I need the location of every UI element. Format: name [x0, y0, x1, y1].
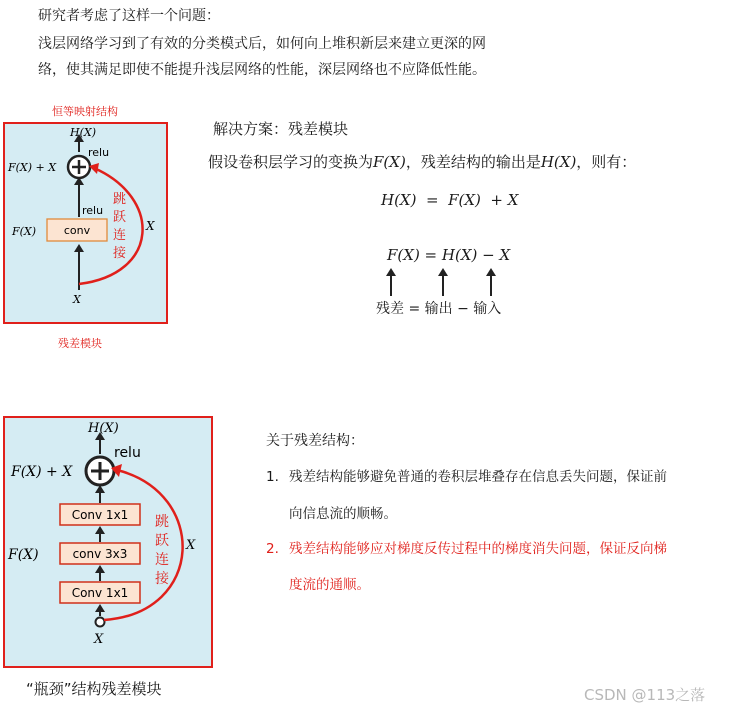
intro-line-3: 络，使其满足即使不能提升浅层网络的性能，深层网络也不应降低性能。: [38, 62, 486, 78]
diagram1-skip-char-1: 跳: [113, 192, 127, 207]
about-item2-num: 2.: [266, 541, 279, 557]
diagram1-bottom-label: 残差模块: [58, 337, 102, 350]
assume-prefix: 假设卷积层学习的变换为: [208, 153, 374, 171]
legend-eq: =: [408, 301, 421, 317]
intro-line-2: 浅层网络学习到了有效的分类模式后，如何向上堆积新层来建立更深的网: [38, 36, 486, 52]
diagram2-relu: relu: [114, 445, 141, 461]
diagram1-sum-label: F(X) + X: [8, 161, 57, 174]
watermark: CSDN @113之落: [584, 686, 706, 704]
diagram1-conv-label: conv: [63, 224, 91, 237]
diagram2-output-label: H(X): [88, 421, 119, 436]
diagram2-skip-char-4: 接: [155, 571, 169, 587]
diagram1-skip-x-label: X: [146, 219, 155, 233]
diagram1-relu-mid: relu: [82, 204, 104, 217]
diagram1-skip-char-2: 跃: [113, 210, 127, 225]
formula-1: H(X) = F(X) + X: [381, 191, 519, 209]
diagram1-output-label: H(X): [70, 126, 97, 139]
diagram1-skip-char-4: 接: [113, 246, 127, 261]
diagram2-skip-char-2: 跃: [155, 533, 169, 549]
diagram2-conv-top-label: Conv 1x1: [71, 508, 129, 522]
diagram1-top-label: 恒等映射结构: [52, 105, 118, 118]
diagram1-fx-label: F(X): [12, 225, 37, 238]
diagram2-caption: “瓶颈”结构残差模块: [26, 680, 162, 698]
formula-arrows: [380, 266, 510, 298]
legend-minus: −: [457, 301, 469, 317]
diagram2-fx-label: F(X): [8, 547, 39, 563]
about-item2-line1: 残差结构能够应对梯度反传过程中的梯度消失问题，保证反向梯: [289, 541, 667, 557]
diagram2-skip-char-3: 连: [155, 552, 169, 568]
diagram1-skip-char-3: 连: [113, 228, 127, 243]
diagram2-conv-bottom-label: Conv 1x1: [71, 586, 129, 600]
about-item1-line2: 向信息流的顺畅。: [289, 506, 397, 522]
legend-residual: 残差: [376, 301, 404, 317]
diagram2-input-node: [96, 618, 105, 627]
diagram2-sum-label: F(X) + X: [11, 464, 73, 480]
formula-2: F(X) = H(X) − X: [387, 246, 511, 264]
assume-suffix: ，则有：: [576, 153, 637, 171]
diagram2-conv-mid-label: conv 3x3: [72, 547, 128, 561]
assume-middle: ，残差结构的输出是: [405, 153, 541, 171]
diagram2-skip-x-label: X: [186, 538, 196, 553]
about-title: 关于残差结构：: [266, 433, 364, 449]
diagram2-input-label: X: [94, 632, 104, 647]
diagram1-svg: [0, 118, 175, 328]
diagram2-skip-char-1: 跳: [155, 514, 169, 530]
intro-line-1: 研究者考虑了这样一个问题：: [38, 8, 220, 24]
about-item2-line2: 度流的通顺。: [289, 577, 370, 593]
legend-output: 输出: [424, 301, 453, 317]
diagram1-relu-top: relu: [88, 146, 110, 159]
about-item1-line1: 残差结构能够避免普通的卷积层堆叠存在信息丢失问题，保证前: [289, 469, 667, 485]
diagram2-svg: [0, 413, 216, 671]
legend-input: 输入: [473, 301, 502, 317]
assume-fx: F(X): [373, 153, 406, 171]
diagram1-input-label: X: [73, 293, 81, 306]
formula-legend: [376, 298, 501, 318]
about-item1-num: 1.: [266, 469, 279, 485]
solution-assumption: [208, 151, 636, 172]
assume-hx: H(X): [540, 153, 577, 171]
solution-title: 解决方案：残差模块: [213, 120, 349, 138]
